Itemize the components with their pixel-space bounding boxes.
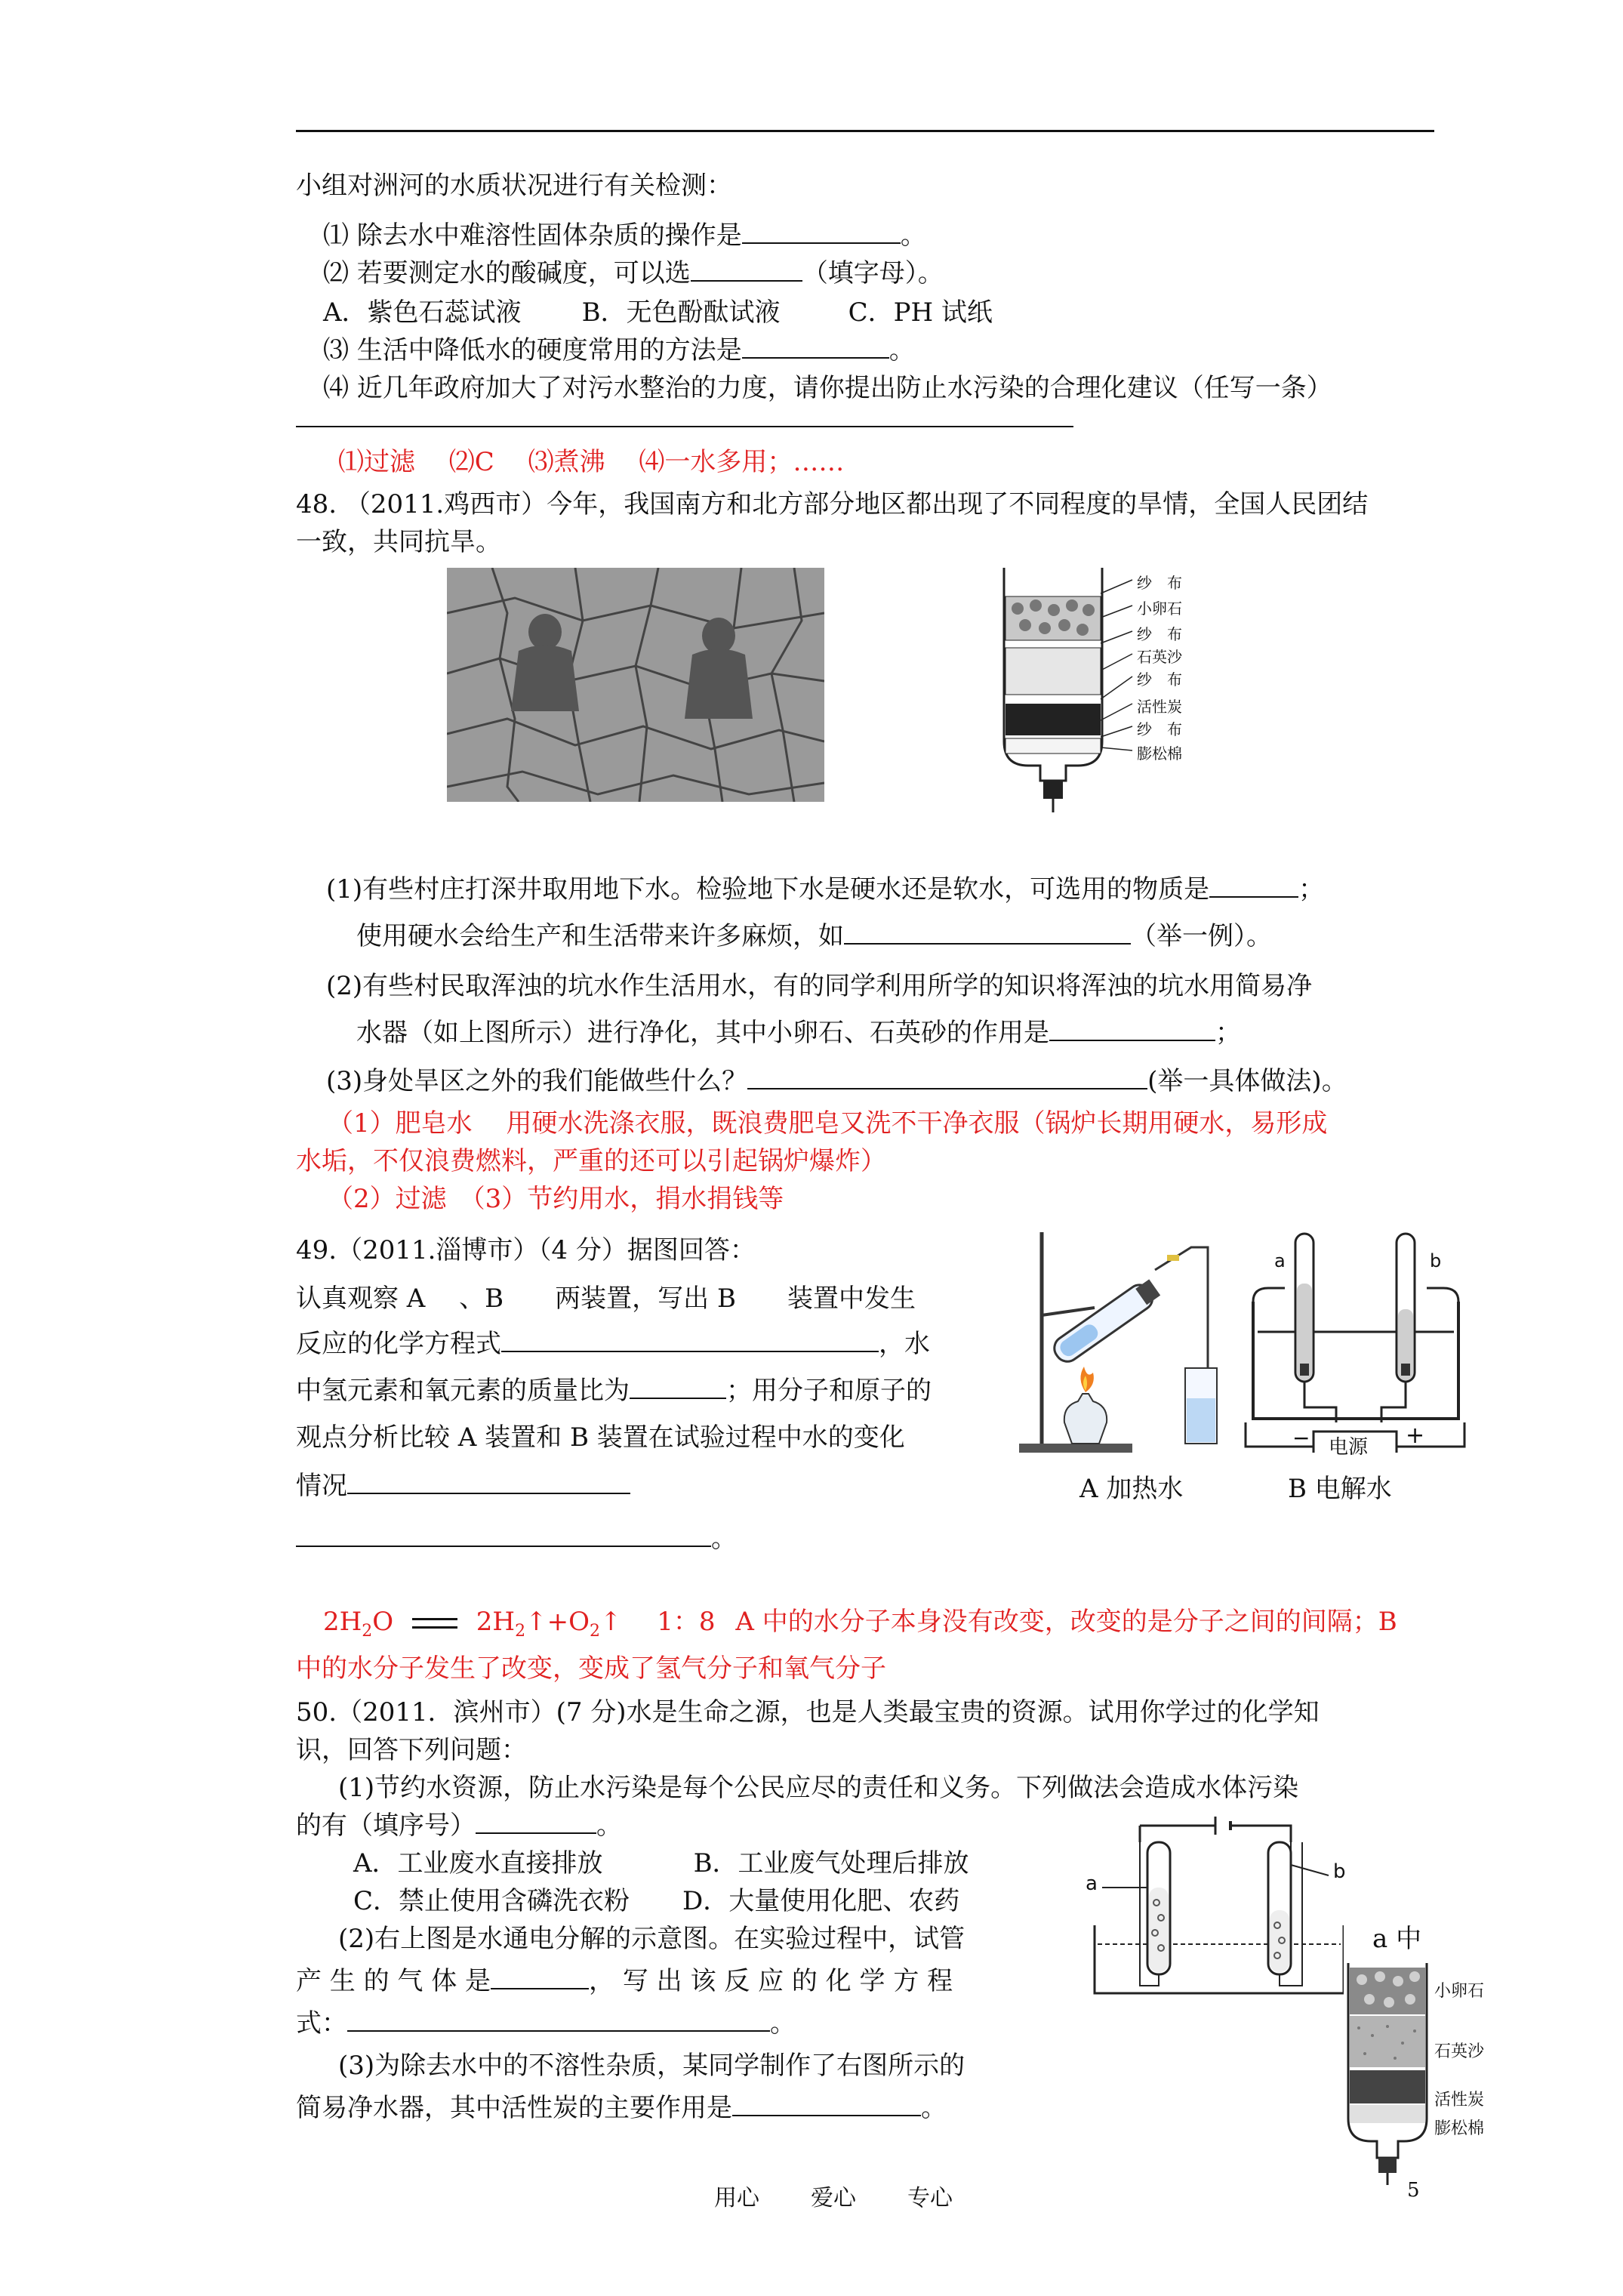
tube-label-b: b [1333,1860,1346,1883]
filter-label: 纱 布 [1137,670,1182,689]
q49-l5: 情况 [296,1465,630,1502]
answer-blank [630,1375,726,1399]
q49-title: 49.（2011.淄博市）（4 分）据图回答： [296,1235,756,1265]
power-source: 电源 [1329,1436,1369,1459]
answer-blank [732,2092,921,2116]
plus-sign: + [1406,1422,1425,1449]
q48-p2b: 水器（如上图所示）进行净化，其中小卵石、石英砂的作用是 ； [356,1018,1241,1048]
q48-answer-1: （1）肥皂水 用硬水洗涤衣服，既浪费肥皂又洗不干净衣服（锅炉长期用硬水，易形成 [328,1108,1328,1139]
reaction-arrow [412,1618,457,1629]
drought-photo [447,568,824,802]
answer-blank [296,426,1073,427]
q48-p3: (3)身处旱区之外的我们能做些什么？ (举一具体做法)。 [326,1066,1347,1096]
header-rule [296,130,1434,132]
q50-p3a: (3)为除去水中的不溶性杂质，某同学制作了右图所示的 [338,2051,965,2081]
answer-blank [501,1328,879,1352]
q48-p2a: (2)有些村民取浑浊的坑水作生活用水，有的同学利用所学的知识将浑浊的坑水用简易净 [326,971,1313,1001]
q50-p2c: 式： 。 [296,2008,796,2039]
answer-blank [742,220,901,244]
q50-p2a: (2)右上图是水通电分解的示意图。在实验过程中，试管 [338,1924,965,1954]
prev-answer: ⑴过滤 ⑵C ⑶煮沸 ⑷一水多用；…… [338,447,845,477]
answer-blank [347,1470,630,1494]
q49-l4: 观点分析比较 A 装置和 B 装置在试验过程中水的变化 [296,1422,905,1453]
filter-label: 小卵石 [1434,1982,1485,2001]
q50-options-cd: C．禁止使用含磷洗衣粉 D．大量使用化肥、农药 [353,1886,960,1916]
q49-l3: 中氢元素和氧元素的质量比为 ；用分子和原子的 [296,1376,932,1406]
q49-l6: 。 [296,1518,737,1555]
page-number: 5 [1407,2179,1420,2202]
q48-p1a: (1)有些村庄打深井取用地下水。检验地下水是硬水还是软水，可选用的物质是 ； [326,874,1325,905]
prev-q1: ⑴ 除去水中难溶性固体杂质的操作是 。 [323,220,926,251]
answer-blank [691,257,802,282]
tube-label-a: a [1274,1250,1286,1271]
prev-q2: ⑵ 若要测定水的酸碱度，可以选 （填字母）。 [323,258,944,288]
answer-blank [844,920,1131,945]
q50-title-1: 50.（2011．滨州市）(7 分)水是生命之源，也是人类最宝贵的资源。试用你学过的化学知 [296,1697,1320,1727]
q50-p2a-tail: a 中 [1372,1924,1422,1954]
q50-options-ab: A．工业废水直接排放 B．工业废气处理后排放 [353,1848,969,1878]
filter-label: 纱 布 [1137,625,1182,643]
filter-label: 纱 布 [1137,720,1182,738]
answer-blank [742,334,889,359]
fig-a-caption: A 加热水 [1079,1474,1184,1504]
water-filter-q50 [1342,1960,1433,2187]
q48-title-1: 48. （2011.鸡西市）今年，我国南方和北方部分地区都出现了不同程度的旱情，全国人民团结 [296,489,1369,519]
filter-label: 活性炭 [1137,698,1182,716]
heating-water-apparatus [1004,1217,1238,1466]
answer-blank [491,1965,589,1989]
q49-answer-2: 中的水分子发生了改变，变成了氢气分子和氧气分子 [296,1653,886,1684]
q50-p1a: (1)节约水资源，防止水污染是每个公民应尽的责任和义务。下列做法会造成水体污染 [338,1773,1299,1803]
fig-b-caption: B 电解水 [1288,1474,1392,1504]
answer-blank [747,1065,1147,1089]
filter-label: 膨松棉 [1434,2119,1485,2138]
q48-answer-2: 水垢，不仅浪费燃料，严重的还可以引起锅炉爆炸） [296,1146,886,1176]
prev-q4: ⑷ 近几年政府加大了对污水整治的力度，请你提出防止水污染的合理化建议（任写一条） [323,373,1332,403]
q50-title-2: 识，回答下列问题： [296,1735,527,1765]
tube-label-a: a [1086,1872,1098,1895]
intro-text: 小组对洲河的水质状况进行有关检测： [296,171,732,201]
filter-label: 活性炭 [1434,2091,1485,2110]
electrolysis-diagram-q50 [1087,1812,1344,2008]
q50-p3b: 简易净水器，其中活性炭的主要作用是 。 [296,2093,947,2123]
footer-text-1: 用心 [714,2185,759,2211]
answer-blank [296,1523,711,1547]
answer-blank [1049,1017,1215,1041]
q49-l2: 反应的化学方程式 ，水 [296,1329,930,1359]
minus-sign: − [1292,1425,1310,1450]
q50-p1b: 的有（填序号） 。 [296,1811,622,1841]
water-filter-diagram [981,560,1253,817]
answer-blank [476,1810,596,1834]
q49-answer-equation: $2H_2O$ $2H_2↑+O_2↑$ 1：8 A 中的水分子本身没有改变，改变的是分子之间的间隔；B [323,1607,1397,1641]
filter-label: 膨松棉 [1137,744,1182,763]
q50-p2b: 产 生 的 气 体 是 ， 写 出 该 反 应 的 化 学 方 程 [296,1966,953,1996]
answer-blank [347,2008,770,2032]
q48-p1b: 使用硬水会给生产和生活带来许多麻烦，如 （举一例）。 [356,921,1272,951]
filter-label: 纱 布 [1137,574,1182,592]
prev-q3: ⑶ 生活中降低水的硬度常用的方法是 。 [323,335,915,365]
filter-label: 石英沙 [1137,648,1182,666]
q48-answer-3: （2）过滤 （3）节约用水，捐水捐钱等 [328,1184,784,1214]
tube-label-b: b [1430,1250,1442,1271]
q49-l1: 认真观察 A 、B 两装置，写出 B 装置中发生 [296,1284,916,1314]
filter-label: 小卵石 [1137,599,1182,618]
footer-text-2: 爱心 [811,2185,856,2211]
q48-title-2: 一致，共同抗旱。 [296,527,501,557]
footer-text-3: 专心 [907,2185,953,2211]
answer-blank [1209,874,1298,898]
filter-label: 石英沙 [1434,2042,1485,2061]
prev-options: A．紫色石蕊试液 B．无色酚酞试液 C．PH 试纸 [323,297,993,328]
